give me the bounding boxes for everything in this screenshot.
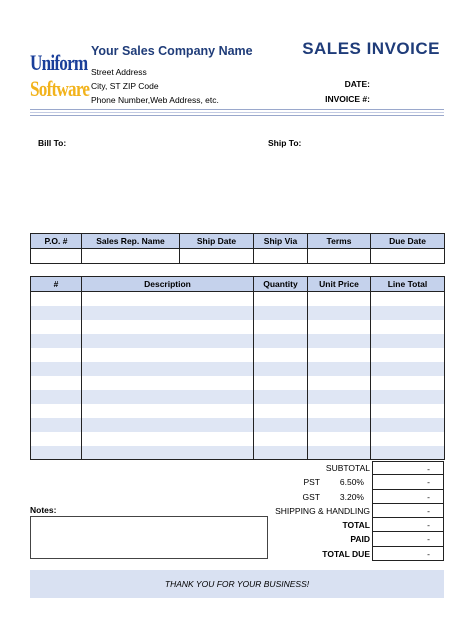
shipping-label: SHIPPING & HANDLING — [275, 505, 370, 516]
date-label: DATE: — [344, 79, 370, 89]
logo-line-uniform: Uniform — [30, 50, 88, 75]
company-name[interactable]: Your Sales Company Name — [91, 44, 253, 58]
total-label: TOTAL — [342, 520, 370, 531]
pst-value: - — [372, 475, 444, 489]
bill-to-label: Bill To: — [38, 138, 67, 148]
paid-label: PAID — [350, 534, 370, 545]
ship-via-header: Ship Via — [254, 234, 308, 249]
company-logo — [30, 50, 88, 108]
unit-price-header: Unit Price — [308, 277, 371, 292]
po-number-header: P.O. # — [31, 234, 82, 249]
header-divider — [30, 112, 444, 113]
terms-header: Terms — [308, 234, 371, 249]
line-items-table — [30, 276, 445, 460]
total-value: - — [372, 518, 444, 532]
paid-row — [240, 532, 444, 546]
table-row[interactable] — [31, 334, 445, 348]
subtotal-value: - — [372, 461, 444, 475]
table-row[interactable] — [31, 390, 445, 404]
invoice-number-label: INVOICE #: — [325, 94, 370, 104]
line-total-header: Line Total — [371, 277, 445, 292]
terms-cell[interactable] — [308, 249, 371, 264]
table-row[interactable] — [31, 404, 445, 418]
pst-row — [240, 475, 444, 489]
description-header: Description — [82, 277, 254, 292]
sales-rep-cell[interactable] — [82, 249, 180, 264]
paid-value[interactable]: - — [372, 532, 444, 546]
item-number-header: # — [31, 277, 82, 292]
ship-date-cell[interactable] — [180, 249, 254, 264]
company-contact[interactable]: Phone Number,Web Address, etc. — [91, 95, 219, 105]
due-date-cell[interactable] — [371, 249, 445, 264]
pst-rate[interactable]: 6.50% — [339, 477, 364, 488]
ship-via-cell[interactable] — [254, 249, 308, 264]
totals-block — [240, 461, 444, 561]
total-due-value: - — [372, 547, 444, 561]
table-row[interactable] — [31, 432, 445, 446]
sales-rep-header: Sales Rep. Name — [82, 234, 180, 249]
company-street[interactable]: Street Address — [91, 67, 147, 77]
quantity-header: Quantity — [254, 277, 308, 292]
table-row[interactable] — [31, 418, 445, 432]
invoice-title: SALES INVOICE — [302, 39, 440, 58]
due-date-header: Due Date — [371, 234, 445, 249]
table-row[interactable] — [31, 446, 445, 460]
table-row[interactable] — [31, 362, 445, 376]
table-row[interactable] — [31, 376, 445, 390]
logo-line-software: Software — [30, 76, 90, 101]
shipping-value[interactable]: - — [372, 504, 444, 518]
gst-rate[interactable]: 3.20% — [339, 491, 364, 502]
table-row[interactable] — [31, 348, 445, 362]
subtotal-row — [240, 461, 444, 475]
header-divider — [30, 115, 444, 116]
company-city[interactable]: City, ST ZIP Code — [91, 81, 159, 91]
ship-date-header: Ship Date — [180, 234, 254, 249]
order-info-table — [30, 233, 445, 264]
subtotal-label: SUBTOTAL — [325, 463, 370, 473]
thank-you-banner: THANK YOU FOR YOUR BUSINESS! — [30, 570, 444, 598]
table-row[interactable] — [31, 320, 445, 334]
po-number-cell[interactable] — [31, 249, 82, 264]
ship-to-label: Ship To: — [268, 138, 302, 148]
table-row[interactable] — [31, 292, 445, 306]
table-row[interactable] — [31, 306, 445, 320]
pst-label: PST — [303, 477, 320, 488]
total-due-label: TOTAL DUE — [322, 548, 370, 559]
gst-value: - — [372, 490, 444, 504]
gst-label: GST — [302, 491, 320, 502]
total-due-row — [240, 547, 444, 561]
total-row — [240, 518, 444, 532]
notes-field[interactable] — [30, 516, 268, 559]
notes-label: Notes: — [30, 505, 57, 515]
gst-row — [240, 490, 444, 504]
header-divider — [30, 109, 444, 110]
shipping-row — [240, 504, 444, 518]
